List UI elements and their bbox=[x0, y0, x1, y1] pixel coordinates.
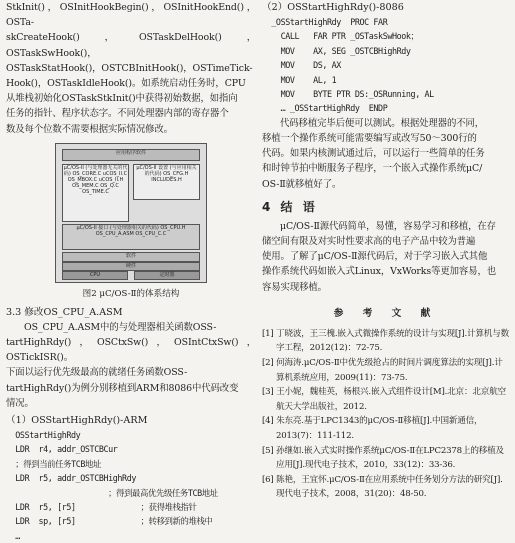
hardware-layer bbox=[62, 262, 200, 271]
reference-item: [3] 王小妮，魏桂英，杨根兴.嵌入式组件设计[M].北京：北京航空航天大学出版社，2012. bbox=[262, 387, 506, 412]
para-line: 代码移植完毕后便可以测试。根据处理器的不同， bbox=[280, 117, 485, 129]
intro-line: OSTaskStatHook()，OSTCBInitHook()，OSTimeTick- bbox=[6, 62, 253, 74]
software-layer bbox=[62, 252, 200, 262]
code-line: MOV BYTE PTR DS:_OSRunning, AL bbox=[262, 89, 434, 100]
para-line: 容易实现移植。 bbox=[262, 281, 327, 293]
code-title-arm: （1）OSStartHighRdy()-ARM bbox=[6, 415, 148, 427]
para-line: 储空间有限及对实时性要求高的电子产品中较为普遍 bbox=[262, 236, 476, 248]
body-line: tartHighRdy()为例分别移植到ARM和8086中代码改变 bbox=[6, 382, 239, 394]
intro-line: Hook()，OSTaskIdleHook()。如系统启动任务时，CPU bbox=[6, 78, 246, 90]
paragraph-conclusion bbox=[262, 219, 510, 295]
para-line: 使用。了解了μC/OS-Ⅱ源代码后，对于学习嵌入式其他 bbox=[262, 251, 488, 263]
body-line: OS_CPU_A.ASM中的与处理器相关函数OSS- bbox=[24, 321, 217, 333]
code-line: _OSStartHighRdy PROC FAR bbox=[262, 17, 388, 27]
right-column bbox=[262, 0, 510, 502]
architecture-figure bbox=[55, 143, 207, 283]
cpu-block bbox=[62, 271, 128, 280]
hardware-label: 硬件 bbox=[125, 262, 136, 269]
reference-item: [4] 朱东亮.基于LPC1343的μC/OS-Ⅱ移植[J].中国新通信，2013(7)：111-112. bbox=[262, 416, 483, 442]
code-line: CALL FAR PTR _OSTaskSwHook； bbox=[262, 31, 419, 42]
para-line: 移植一个操作系统可能需要编写或改写50～300行的 bbox=[262, 133, 477, 145]
intro-line: 从堆栈初始化OSTaskStkInit()中获得初始数据，如指向 bbox=[6, 93, 238, 105]
code-line: MOV DS, AX bbox=[262, 60, 341, 71]
section-heading: 3.3 修改OS_CPU_A.ASM bbox=[6, 306, 123, 318]
reference-item: [1] 丁晓波，王三槐.嵌入式微操作系统的设计与实现[J].计算机与数字工程，2012(12)：72-75. bbox=[262, 328, 509, 354]
intro-line: 任务的指针、程序状态字。不同处理器内部的寄存器个 bbox=[6, 108, 229, 120]
reference-item: [2] 何海涛.μC/OS-Ⅱ中优先级抢占的时间片调度算法的实现[J].计算机系统应用，2009(11)：73-75. bbox=[262, 358, 503, 383]
para-line: 操作系统代码如嵌入式Linux，VxWorks等更加容易，也 bbox=[262, 266, 497, 278]
port-block bbox=[62, 224, 200, 250]
port-label: μC/OS-II 接口 (与处理器相关的代码) OS_CPU.H OS_CPU_A.ASM OS_CPU_C.C bbox=[76, 224, 186, 237]
code-line: OSStartHighRdy bbox=[6, 430, 81, 441]
code-line: MOV AX, SEG _OSTCBHighRdy bbox=[262, 45, 411, 56]
intro-line: 数及每个位数不需要根据实际情况修改。 bbox=[6, 123, 173, 135]
intro-paragraph bbox=[6, 0, 256, 137]
ucos-core-block bbox=[62, 164, 129, 222]
code-line: LDR r5, [r5] ；获得堆栈指针 bbox=[6, 502, 197, 513]
code-line: LDR sp, [r5] ；转移到新的堆栈中 bbox=[6, 516, 213, 527]
para-line: 和时钟节拍中断服务子程序，一个嵌入式操作系统μC/ bbox=[262, 163, 483, 175]
section-body bbox=[6, 320, 256, 411]
reference-item: [5] 孙继如.嵌入式实时操作系统μC/OS-Ⅱ在LPC2378上的移植及应用[J].现代电子技术，2010，33(12)：33-36. bbox=[262, 445, 504, 471]
code-line: ；得到当前任务TCB地址 bbox=[6, 458, 101, 469]
body-line: 下面以运行优先级最高的就绪任务函数OSS- bbox=[6, 367, 188, 379]
config-label: μC/OS-II 设置 (与应用相关的代码) OS_CFG.H INCLUDES.H bbox=[136, 164, 197, 183]
figure-caption: 图2 μC/OS-Ⅱ的体系结构 bbox=[82, 288, 180, 299]
cpu-label: CPU bbox=[89, 271, 101, 278]
intro-line: StkInit()，OSInitHookBegin()，OSInitHookEnd()，OSTa- bbox=[6, 2, 256, 29]
para-line: 代码。如果内核测试通过后，可以运行一些简单的任务 bbox=[262, 148, 485, 160]
timer-block bbox=[134, 271, 200, 280]
left-column bbox=[6, 0, 256, 543]
references-heading: 参 考 文 献 bbox=[333, 307, 439, 319]
conclusion-heading: 4 结 语 bbox=[262, 199, 318, 214]
timer-label: 定时器 bbox=[159, 271, 175, 278]
para-line: OS-Ⅱ就移植好了。 bbox=[262, 178, 342, 190]
code-line: ；得到最高优先级任务TCB地址 bbox=[6, 487, 218, 498]
paragraph-porting-test bbox=[262, 116, 510, 192]
body-line: tartHighRdy()，OSCtxSw()，OSIntCtxSw()，OSTickISR()。 bbox=[6, 337, 256, 364]
code-line: … _OSStartHighRdy ENDP bbox=[262, 103, 388, 114]
code-line: LDR r4, addr_OSTCBCur bbox=[6, 444, 118, 455]
software-label: 软件 bbox=[125, 252, 136, 259]
code-block-8086 bbox=[262, 15, 510, 116]
code-line: MOV AL, 1 bbox=[262, 74, 337, 85]
body-line: 情况。 bbox=[6, 397, 34, 409]
app-software-label: 应用程序软件 bbox=[115, 149, 146, 156]
intro-line: skCreateHook()，OSTaskDelHook()，OSTaskSwHook()， bbox=[6, 32, 256, 59]
code-block-arm bbox=[6, 428, 256, 543]
app-software-block bbox=[62, 149, 200, 161]
config-block bbox=[133, 164, 200, 200]
reference-list bbox=[262, 327, 510, 502]
code-title-8086: （2）OSStartHighRdy()-8086 bbox=[262, 2, 404, 13]
code-line: … bbox=[6, 530, 20, 541]
para-line: μC/OS-Ⅱ源代码简单，易懂，容易学习和移植，在存 bbox=[280, 220, 496, 232]
code-line: LDR r5, addr_OSTCBHighRdy bbox=[6, 473, 136, 484]
ucos-core-label: μC/OS-II (与处理器无关的代码) OS_CORE.C uCOS_II.C OS_MBOX.C uCOS_II.H OS_MEM.C OS_Q.C OS_TIME.C bbox=[63, 164, 128, 195]
reference-item: [6] 陈艳，王宜怀.μC/OS-Ⅱ在应用系统中任务划分方法的研究[J].现代电子技术，2008，31(20)：48-50. bbox=[262, 474, 503, 500]
